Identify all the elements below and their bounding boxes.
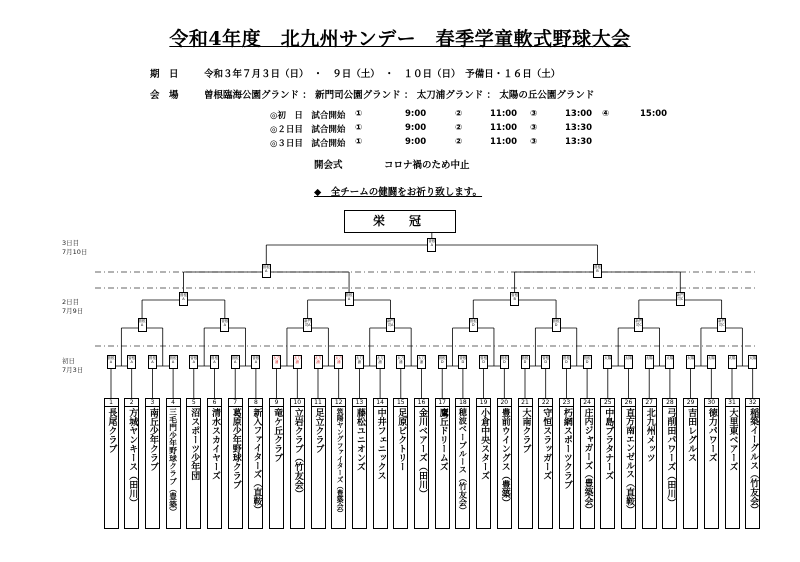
r2-game-box: 曽根A <box>220 318 229 332</box>
team-name: 藤松ユニオンズ <box>354 408 365 471</box>
team-name: 中井フェニックス <box>375 408 386 480</box>
r1-game-box: 太陽 <box>624 355 633 369</box>
r1-game-box: 曽根D <box>521 355 530 369</box>
team-number: 12 <box>332 399 345 407</box>
team-name: 三毛門少年野球クラブ（豊築） <box>168 408 178 516</box>
day1-date: 7月3日 <box>62 366 84 374</box>
team-entry <box>725 398 740 529</box>
team-entry <box>600 398 615 529</box>
team-name: 大里東ベアーズ <box>727 408 738 471</box>
r1-game-box: 太刀浦 <box>272 355 281 369</box>
team-number: 2 <box>125 399 138 407</box>
r1-game-box: 曽根D <box>583 355 592 369</box>
team-number: 13 <box>353 399 366 407</box>
team-name: 足原ビクトリー <box>396 408 407 471</box>
team-entry <box>311 398 326 529</box>
r2-game-box: 新門司C <box>634 318 643 332</box>
r1-game-box: 太刀浦 <box>417 355 426 369</box>
schedule-row-label: ◎初 日 試合開始 <box>270 111 346 121</box>
game-time: 11:00 <box>490 123 518 133</box>
team-name: 立岩クラブ（竹友会） <box>292 408 303 498</box>
team-entry <box>497 398 512 529</box>
team-name: 沼スポーツ少年団 <box>189 408 200 480</box>
team-entry <box>580 398 595 529</box>
r2-game-box: 曽根D <box>552 318 561 332</box>
team-name: 南丘少年クラブ <box>147 408 158 471</box>
team-number: 31 <box>726 399 739 407</box>
team-entry <box>166 398 181 529</box>
r2-game-box: 新門司A <box>303 318 312 332</box>
team-number: 32 <box>746 399 759 407</box>
team-entry <box>373 398 388 529</box>
team-entry <box>228 398 243 529</box>
r2-game-box: 新門司A <box>386 318 395 332</box>
team-number: 18 <box>456 399 469 407</box>
team-name: 足立クラブ <box>313 408 324 453</box>
team-name: 吉田レグルス <box>686 408 697 462</box>
r3-game-box: 曽根A <box>345 292 354 306</box>
game-number: ④ <box>602 109 610 119</box>
team-name: 朽網スポーツクラブ <box>561 408 572 489</box>
team-number: 21 <box>519 399 532 407</box>
champion-box: 栄 冠 <box>344 210 456 233</box>
r1-game-box: 曽根A <box>189 355 198 369</box>
team-name: 北九州メッツ <box>644 408 655 462</box>
team-name: 穂波ベーブルース（竹友会） <box>458 408 469 515</box>
team-number: 22 <box>539 399 552 407</box>
team-number: 10 <box>291 399 304 407</box>
game-number: ② <box>455 109 463 119</box>
team-entry <box>352 398 367 529</box>
team-number: 6 <box>208 399 221 407</box>
r1-game-box: 太刀浦 <box>355 355 364 369</box>
team-number: 14 <box>374 399 387 407</box>
game-number: ① <box>355 123 363 133</box>
team-number: 7 <box>229 399 242 407</box>
team-entry <box>662 398 677 529</box>
team-number: 23 <box>560 399 573 407</box>
game-time: 9:00 <box>405 109 427 119</box>
game-time: 11:00 <box>490 137 518 147</box>
r1-game-box: 太刀浦 <box>314 355 323 369</box>
team-number: 26 <box>622 399 635 407</box>
team-name: 清水スカイヤーズ <box>210 408 220 480</box>
r1-game-box: 太陽 <box>728 355 737 369</box>
r1-game-box: 曽根A <box>251 355 260 369</box>
day2-label: 2日目 <box>62 298 80 306</box>
day2-date: 7月9日 <box>62 307 84 315</box>
team-entry <box>207 398 222 529</box>
team-name: 稲築イーグルス（竹友会） <box>748 408 759 515</box>
team-entry <box>145 398 160 529</box>
team-name: 直方南エンゼルス（直鞍） <box>624 408 634 515</box>
schedule-row-label: ◎３日目 試合開始 <box>270 139 346 149</box>
r1-game-box: 曽根D <box>500 355 509 369</box>
team-name: 弓削田パワーズ（田川） <box>665 408 676 507</box>
r1-game-box: 曽根D <box>458 355 467 369</box>
team-entry <box>124 398 139 529</box>
team-name: 筑陽ヤングファイターズ（豊築会） <box>335 408 344 517</box>
team-name: 大南クラブ <box>520 408 531 453</box>
r1-game-box: 太刀浦 <box>293 355 302 369</box>
team-number: 27 <box>643 399 656 407</box>
team-entry <box>745 398 760 529</box>
page-title: 令和4年度 北九州サンデー 春季学童軟式野球大会 <box>169 28 631 50</box>
r1-game-box: 曽根D <box>479 355 488 369</box>
r1-game-box: 太陽 <box>686 355 695 369</box>
r1-game-box: 曽根A <box>210 355 219 369</box>
team-entry <box>331 398 346 529</box>
day3-date: 7月10日 <box>62 248 88 256</box>
r1-game-box: 曽根D <box>562 355 571 369</box>
game-time: 13:30 <box>565 123 593 133</box>
team-name: 中島ブラタナーズ <box>603 408 614 480</box>
team-entry <box>518 398 533 529</box>
team-name: 竜ケ丘クラブ <box>272 408 283 462</box>
game-time: 9:00 <box>405 123 427 133</box>
r2-game-box: 曽根D <box>469 318 478 332</box>
team-entry <box>642 398 657 529</box>
r1-game-box: 太陽 <box>748 355 757 369</box>
team-name: 庄内ジャガーズ（豊築会） <box>582 408 593 515</box>
good-luck-message: ◆ 全チームの健闘をお祈り致します。 <box>314 187 483 198</box>
team-name: 小倉中央スターズ <box>479 408 490 480</box>
team-entry <box>104 398 119 529</box>
r1-game-box: 曽根A <box>231 355 240 369</box>
game-number: ③ <box>530 109 538 119</box>
r1-game-box: 曽根A <box>127 355 136 369</box>
team-entry <box>248 398 263 529</box>
game-time: 9:00 <box>405 137 427 147</box>
game-number: ① <box>355 137 363 147</box>
r1-game-box: 太陽 <box>603 355 612 369</box>
team-number: 1 <box>105 399 118 407</box>
team-number: 9 <box>270 399 283 407</box>
team-name: 新入ファイターズ（直鞍） <box>251 408 262 515</box>
team-entry <box>559 398 574 529</box>
team-entry <box>186 398 201 529</box>
team-entry <box>269 398 284 529</box>
r1-game-box: 太陽 <box>665 355 674 369</box>
game-time: 11:00 <box>490 109 518 119</box>
team-entry <box>621 398 636 529</box>
team-name: 方城ヤンキース（田川） <box>127 408 138 507</box>
game-time: 13:30 <box>565 137 593 147</box>
team-entry <box>435 398 450 529</box>
game-number: ② <box>455 123 463 133</box>
semifinal-game-box: 曽根A <box>262 264 271 278</box>
venue-value: 曽根臨海公園グランド ： 新門司公園グランド ： 太刀浦グランド ： 太陽の丘公園グランド <box>204 90 595 101</box>
team-name: 鷹丘ドリームズ <box>437 408 448 471</box>
team-number: 28 <box>663 399 676 407</box>
team-number: 3 <box>146 399 159 407</box>
team-entry <box>290 398 305 529</box>
r2-game-box: 曽根A <box>138 318 147 332</box>
r1-game-box: 曽根A <box>107 355 116 369</box>
final-game-box: 曽根A <box>427 238 436 252</box>
team-number: 15 <box>394 399 407 407</box>
team-entry <box>683 398 698 529</box>
game-number: ③ <box>530 123 538 133</box>
game-number: ③ <box>530 137 538 147</box>
team-number: 8 <box>249 399 262 407</box>
day3-label: 3日目 <box>62 239 80 247</box>
team-number: 17 <box>436 399 449 407</box>
team-name: 長尾クラブ <box>106 408 117 453</box>
team-entry <box>476 398 491 529</box>
team-name: 金川ベアーズ（田川） <box>417 408 427 498</box>
r1-game-box: 曽根A <box>169 355 178 369</box>
team-number: 4 <box>167 399 180 407</box>
team-entry <box>704 398 719 529</box>
r1-game-box: 曽根D <box>438 355 447 369</box>
r1-game-box: 曽根A <box>148 355 157 369</box>
team-name: 守恒スラッガーズ <box>541 408 552 480</box>
dates-label: 期 日 <box>150 69 179 80</box>
team-name: 徳力パワーズ <box>706 408 717 462</box>
team-number: 11 <box>312 399 325 407</box>
team-number: 24 <box>581 399 594 407</box>
game-time: 15:00 <box>640 109 668 119</box>
team-entry <box>393 398 408 529</box>
team-entry <box>538 398 553 529</box>
opening-value: コロナ禍のため中止 <box>384 160 470 171</box>
team-number: 5 <box>187 399 200 407</box>
r1-game-box: 太刀浦 <box>334 355 343 369</box>
team-name: 葛原少年野球クラブ <box>230 408 241 489</box>
r1-game-box: 太陽 <box>645 355 654 369</box>
r3-game-box: 曽根B <box>510 292 519 306</box>
r1-game-box: 太刀浦 <box>396 355 405 369</box>
day1-label: 初日 <box>62 357 75 365</box>
team-number: 25 <box>601 399 614 407</box>
team-number: 19 <box>477 399 490 407</box>
r1-game-box: 曽根D <box>541 355 550 369</box>
game-number: ① <box>355 109 363 119</box>
dates-value: 令和３年７月３日（日） ・ ９日（土） ・ １０日（日） 予備日・１６日（土） <box>204 69 561 80</box>
team-name: 豊前ウイングス（豊築） <box>499 408 510 507</box>
team-number: 20 <box>498 399 511 407</box>
r1-game-box: 太陽 <box>707 355 716 369</box>
schedule-row-label: ◎２日目 試合開始 <box>270 125 346 135</box>
r3-game-box: 曽根A <box>179 292 188 306</box>
venue-label: 会 場 <box>150 90 179 101</box>
r3-game-box: 新門司C <box>676 292 685 306</box>
team-number: 29 <box>684 399 697 407</box>
team-number: 16 <box>415 399 428 407</box>
team-entry <box>414 398 429 529</box>
team-number: 30 <box>705 399 718 407</box>
opening-label: 開会式 <box>314 160 343 171</box>
r1-game-box: 太刀浦 <box>376 355 385 369</box>
semifinal-game-box: 曽根B <box>593 264 602 278</box>
game-time: 13:00 <box>565 109 593 119</box>
team-entry <box>455 398 470 529</box>
game-number: ② <box>455 137 463 147</box>
r2-game-box: 新門司C <box>717 318 726 332</box>
